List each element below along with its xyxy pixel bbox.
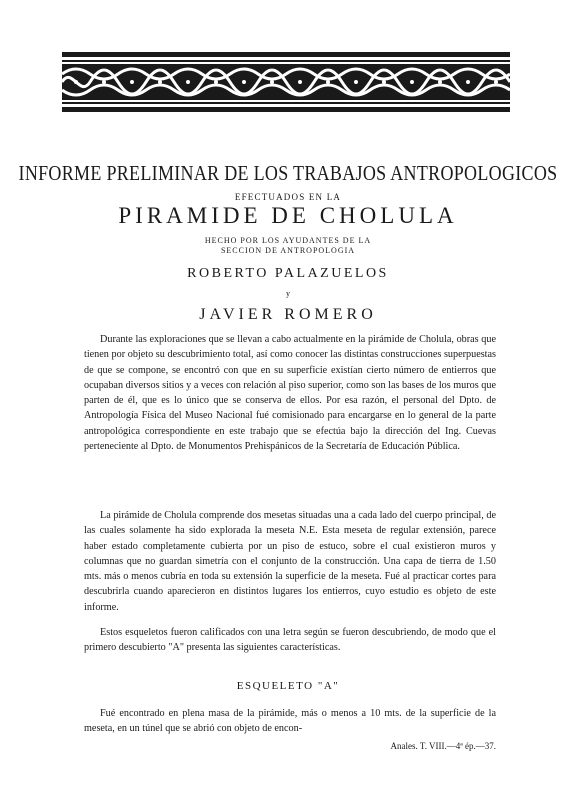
body-paragraph-2: La pirámide de Cholula comprende dos mesetas situadas una a cada lado del cuerpo principal, de las cuales solamente ha sido explorada la meseta N.E. Esta meseta de regular extensión, parece haber estado completamente cubierta por un piso de estuco, sobre el cual existieron muros y columnas que no guardan simetría con el conjunto de la construcción. Una capa de tierra de 1.50 mts. más o menos cubría en toda su extensión la superficie de la meseta. Fué al practicar cortes para descubrirla cuando aparecieron en distintos lugares los entierros, cuyo estudio es objeto de este informe. xyxy=(84,510,496,613)
authorship-note xyxy=(0,236,576,256)
title-subheading: EFECTUADOS EN LA xyxy=(234,192,342,202)
body-paragraph-3: Estos esqueletos fueron calificados con una letra según se fueron descubriendo, de modo que el primero descubierto "A" presenta las siguientes características. xyxy=(84,627,496,654)
decorative-border-ornament xyxy=(62,52,510,112)
author-name-2: JAVIER ROMERO xyxy=(199,306,377,323)
pyramid-title: PIRAMIDE DE CHOLULA xyxy=(118,203,458,228)
section-heading: ESQUELETO "A" xyxy=(236,680,340,692)
authorship-note-line2: SECCION DE ANTROPOLOGIA xyxy=(220,246,356,255)
authorship-note-line1: HECHO POR LOS AYUDANTES DE LA xyxy=(204,236,372,245)
page-footer-citation: Anales. T. VIII.—4ª ép.—37. xyxy=(390,741,496,751)
body-paragraph-4: Fué encontrado en plena masa de la pirámide, más o menos a 10 mts. de la superficie de la meseta, en un túnel que se abrió con objeto de encon- xyxy=(84,708,496,735)
body-paragraph-1: Durante las exploraciones que se llevan a cabo actualmente en la pirámide de Cholula, obras que tienen por objeto su descubrimiento total, así como conocer las distintas construcciones superpuestas de que se compone, se encontró con que en su superficie existían cierto número de entierros que ocupaban diversos sitios y a veces con relación al piso superior, como son las bases de los muros que parten de él, que es lo único que se conserva de ellos. Por esa razón, el personal del Dpto. de Antropología Física del Museo Nacional fué comisionado para encargarse en lo general de la parte antropológica correspondiente en este trabajo que se efectúa bajo la dirección del Ing. Cuevas perteneciente al Dpto. de Monumentos Prehispánicos de la Secretaría de Educación Pública. xyxy=(84,334,496,453)
report-title: INFORME PRELIMINAR DE LOS TRABAJOS ANTROPOLOGICOS xyxy=(18,161,558,185)
author-name-1: ROBERTO PALAZUELOS xyxy=(187,266,389,281)
author-conjunction: y xyxy=(286,289,290,298)
